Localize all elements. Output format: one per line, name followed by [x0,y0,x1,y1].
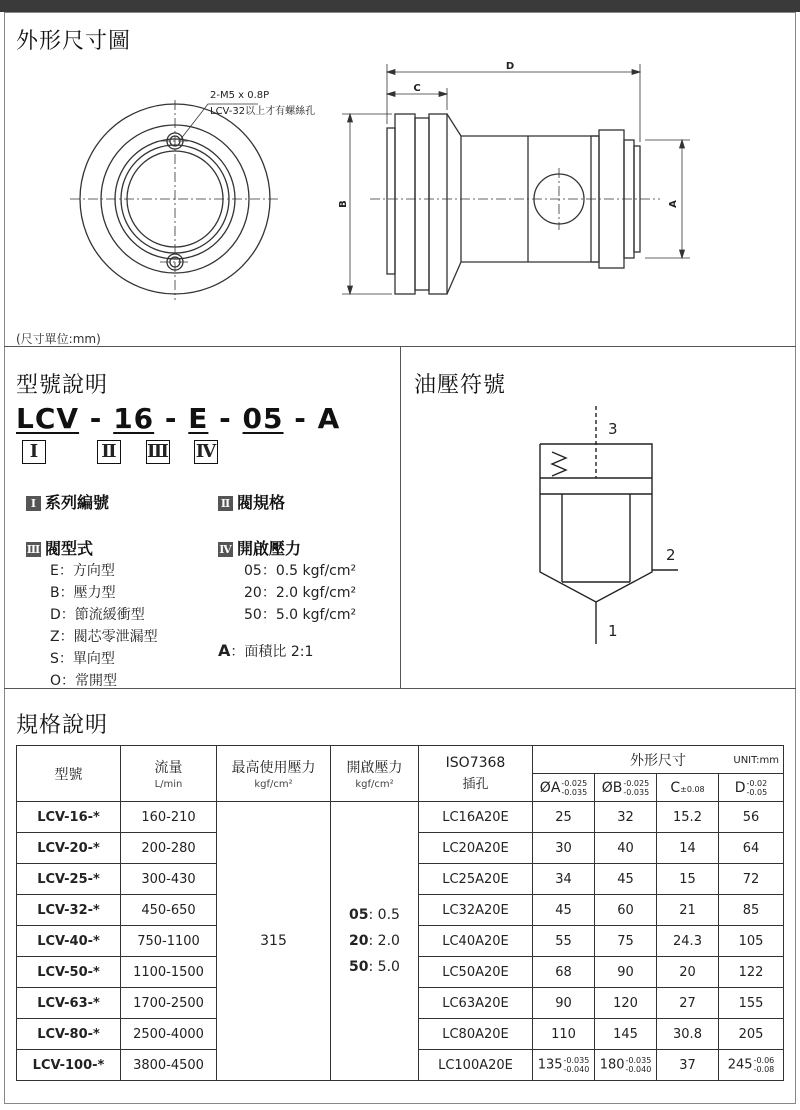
cell-iso: LC80A20E [419,1019,533,1050]
port-3-label: 3 [608,420,618,438]
dim-a-tol-bot: -0.035 [561,787,588,797]
divider-middle [4,688,796,689]
area-ratio-key: A [218,641,231,660]
section-title-spec: 規格說明 [16,713,109,738]
col-header-flow-unit: L/min [154,779,183,790]
cell-dim-c: 20 [657,957,719,988]
open-pressure-line [331,902,418,928]
cell-dim-d [719,1050,784,1081]
cell-flow: 200-280 [121,833,217,864]
cell-flow: 2500-4000 [121,1019,217,1050]
cell-model: LCV-80-* [17,1019,121,1050]
cell-dim-c: 37 [657,1050,719,1081]
cell-dim-a: 68 [533,957,595,988]
cell-dim-d: 105 [719,926,784,957]
cell-iso: LC20A20E [419,833,533,864]
dimension-drawing [0,0,800,330]
col-header-model-text: 型號 [54,766,83,783]
cell-dim-b: 145 [595,1019,657,1050]
valve-type-item: S：單向型 [50,651,115,667]
dim-c-label: C [670,779,681,796]
cell-model: LCV-16-* [17,802,121,833]
valve-type-item: B：壓力型 [50,585,116,601]
table-row [17,802,784,833]
cell-dim-c: 27 [657,988,719,1019]
model-code-type: E [188,402,209,435]
cell-dim-b [595,1050,657,1081]
col-header-dim-b [595,774,657,802]
cell-dim-b: 120 [595,988,657,1019]
cell-dim-a [533,1050,595,1081]
opening-pressure-heading [218,536,301,559]
cell-model: LCV-32-* [17,895,121,926]
port-1-label: 1 [608,622,618,640]
cell-flow: 3800-4500 [121,1050,217,1081]
cell-dim-d: 64 [719,833,784,864]
cell-iso: LC50A20E [419,957,533,988]
col-header-dims-unit: UNIT:mm [733,755,779,766]
cell-flow: 450-650 [121,895,217,926]
spec-table [16,745,784,1081]
cell-dim-d: 85 [719,895,784,926]
cell-iso: LC25A20E [419,864,533,895]
pressure-item: 20：2.0 kgf/cm² [244,585,357,601]
badge-3: Ⅲ [26,543,41,556]
cell-flow: 160-210 [121,802,217,833]
cell-dim-a: 34 [533,864,595,895]
model-code-sep-3: - [208,402,243,435]
cell-iso: LC63A20E [419,988,533,1019]
cell-iso: LC40A20E [419,926,533,957]
col-header-max-pressure-text: 最高使用壓力 [231,760,316,776]
cell-model: LCV-20-* [17,833,121,864]
cell-dim-a: 45 [533,895,595,926]
valve-type-item: O：常開型 [50,673,118,689]
open-pressure-value: : 5.0 [368,959,400,975]
model-code-area: A [317,402,341,435]
hydraulic-symbol [400,346,800,688]
model-code-sep-2: - [154,402,189,435]
roman-box-4: Ⅳ [195,441,217,462]
section-title-dimensions: 外形尺寸圖 [16,29,132,54]
open-pressure-line [331,954,418,980]
dimension-lines [342,64,690,294]
cell-dim-a: 110 [533,1019,595,1050]
cell-dim-d-value: 245 [727,1057,753,1073]
dim-d-tol-bot: -0.05 [746,787,768,797]
cell-iso: LC100A20E [419,1050,533,1081]
model-code [16,402,340,435]
open-pressure-value: : 0.5 [368,907,400,923]
annotation-line1: 2-M5 x 0.8P [210,90,270,101]
col-header-iso-text: ISO7368 [445,755,506,771]
cell-model: LCV-50-* [17,957,121,988]
open-pressure-code: 20 [349,933,369,949]
cell-dim-a: 55 [533,926,595,957]
open-pressure-code: 50 [349,959,369,975]
cell-dim-b: 40 [595,833,657,864]
col-header-model [17,746,121,802]
cell-open-pressure [331,802,419,1081]
cell-dim-b: 75 [595,926,657,957]
cell-dim-c: 15 [657,864,719,895]
dim-b-row-tol-top: -0.035 [625,1056,652,1065]
cell-dim-b: 90 [595,957,657,988]
dim-label-d: D [505,61,515,72]
dim-d-row-tol-top: -0.06 [753,1056,775,1065]
dim-a-label: ØA [539,779,561,796]
cell-dim-a-value: 135 [537,1057,563,1073]
open-pressure-value: : 2.0 [368,933,400,949]
roman-box-1: Ⅰ [22,440,46,464]
col-header-open-pressure [331,746,419,802]
cell-iso: LC32A20E [419,895,533,926]
cell-dim-d: 72 [719,864,784,895]
model-code-size: 16 [113,402,155,435]
cell-iso: LC16A20E [419,802,533,833]
cell-flow: 300-430 [121,864,217,895]
dim-c-tol: ±0.08 [680,784,705,794]
series-number-label: 系列編號 [45,493,110,512]
cell-dim-c: 30.8 [657,1019,719,1050]
cell-model: LCV-25-* [17,864,121,895]
col-header-open-pressure-text: 開啟壓力 [346,760,403,776]
cell-dim-b: 60 [595,895,657,926]
pressure-item: 05：0.5 kgf/cm² [244,563,357,579]
pressure-item: 50：5.0 kgf/cm² [244,607,357,623]
cell-dim-d: 155 [719,988,784,1019]
dim-label-c: C [413,83,421,94]
cell-model: LCV-100-* [17,1050,121,1081]
dim-label-b: B [338,200,349,208]
col-header-dim-a [533,774,595,802]
cell-dim-b-value: 180 [599,1057,625,1073]
section-title-hydraulic: 油壓符號 [414,373,507,398]
dim-label-a: A [668,200,679,208]
valve-size-label: 閥規格 [237,493,286,512]
valve-type-heading [26,536,93,559]
col-header-dim-c [657,774,719,802]
valve-type-label: 閥型式 [45,539,94,558]
roman-box-2: Ⅱ [97,440,121,464]
dim-b-row-tol-bot: -0.040 [625,1065,652,1074]
cell-flow: 1700-2500 [121,988,217,1019]
valve-type-item: D：節流緩衝型 [50,607,145,623]
open-pressure-line [331,928,418,954]
roman-box-3: Ⅲ [147,441,169,462]
valve-type-item: Z：閥芯零泄漏型 [50,629,158,645]
badge-1: Ⅰ [26,496,41,511]
col-header-max-pressure-unit: kgf/cm² [254,779,293,790]
dim-d-row-tol-bot: -0.08 [753,1065,775,1074]
cell-dim-c: 21 [657,895,719,926]
cell-dim-a: 25 [533,802,595,833]
unit-note: (尺寸單位:mm) [16,332,101,346]
dim-b-tol-top: -0.025 [623,778,650,788]
dim-b-label: ØB [601,779,623,796]
valve-size-heading [218,490,285,513]
cell-max-pressure: 315 [217,802,331,1081]
cell-dim-b: 32 [595,802,657,833]
col-header-max-pressure [217,746,331,802]
side-centerline [370,168,660,230]
col-header-dims-text: 外形尺寸 [630,752,686,769]
badge-2: Ⅱ [218,496,233,511]
col-header-iso-sub: 插孔 [462,777,489,792]
cell-dim-c: 14 [657,833,719,864]
col-header-open-pressure-unit: kgf/cm² [355,779,394,790]
cell-dim-d: 205 [719,1019,784,1050]
dim-a-row-tol-bot: -0.040 [563,1065,590,1074]
annotation-line2: LCV-32以上才有螺絲孔 [210,106,316,117]
port-2-label: 2 [666,546,676,564]
cell-dim-c: 15.2 [657,802,719,833]
valve-type-item: E：方向型 [50,563,115,579]
cell-dim-a: 90 [533,988,595,1019]
model-code-series: LCV [16,402,80,435]
col-header-flow [121,746,217,802]
open-pressure-code: 05 [349,907,369,923]
cell-dim-c: 24.3 [657,926,719,957]
cell-dim-a: 30 [533,833,595,864]
series-number-heading [26,490,109,513]
col-header-dim-d [719,774,784,802]
dim-d-label: D [734,779,746,796]
dim-a-tol-top: -0.025 [561,778,588,788]
area-ratio-text: ：面積比 2:1 [230,644,314,660]
opening-pressure-label: 開啟壓力 [237,539,302,558]
cell-dim-d: 56 [719,802,784,833]
cell-model: LCV-40-* [17,926,121,957]
col-header-iso [419,746,533,802]
cell-flow: 1100-1500 [121,957,217,988]
section-title-model: 型號說明 [16,373,109,398]
dim-a-row-tol-top: -0.035 [563,1056,590,1065]
cell-model: LCV-63-* [17,988,121,1019]
badge-4: Ⅳ [219,543,232,556]
model-code-sep-4: - [283,402,318,435]
side-view [387,114,640,294]
model-code-sep-1: - [79,402,114,435]
cell-flow: 750-1100 [121,926,217,957]
cell-dim-d: 122 [719,957,784,988]
spec-table-body [17,802,784,1081]
col-header-dims [533,746,784,774]
dim-d-tol-top: -0.02 [746,778,768,788]
model-code-pressure: 05 [242,402,284,435]
col-header-flow-text: 流量 [154,760,183,776]
dim-b-tol-bot: -0.035 [623,787,650,797]
cell-dim-b: 45 [595,864,657,895]
area-ratio [218,641,313,661]
